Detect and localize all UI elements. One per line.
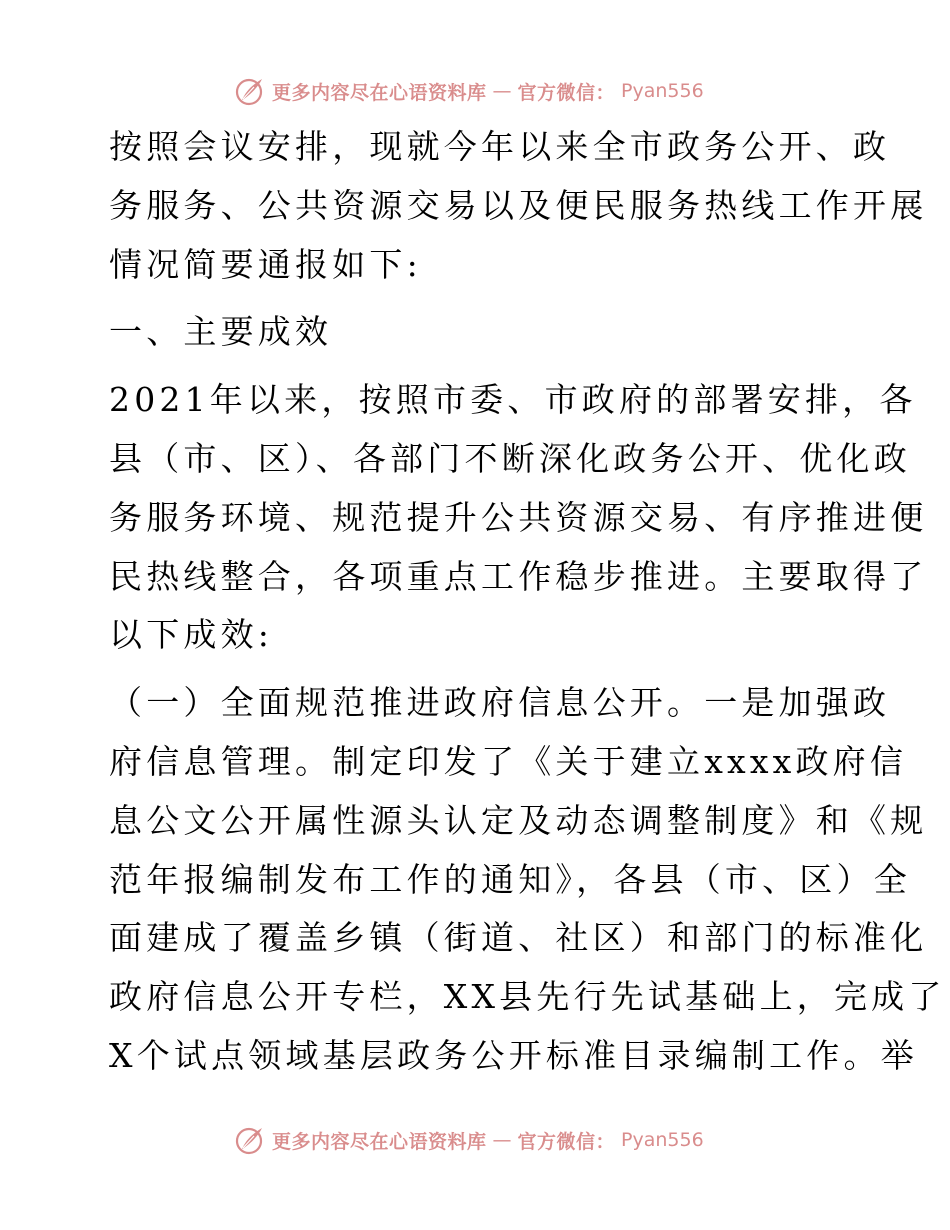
watermark-footer [234, 1122, 714, 1158]
text-line: 务服务环境、规范提升公共资源交易、有序推进便 [109, 497, 928, 537]
text-line: （一）全面规范推进政府信息公开。一是加强政 [109, 683, 891, 723]
quill-logo-icon [234, 1124, 266, 1156]
text-line: X个试点领域基层政务公开标准目录编制工作。举 [109, 1035, 918, 1075]
watermark-wechat-id: Pyan556 [621, 80, 704, 102]
text-line: 府信息管理。制定印发了《关于建立xxxx政府信 [109, 741, 908, 781]
text-line: 务服务、公共资源交易以及便民服务热线工作开展 [109, 185, 928, 225]
text-line: 2021年以来，按照市委、市政府的部署安排，各 [109, 380, 917, 420]
paragraph-intro [0, 118, 950, 294]
text-line: 以下成效: [109, 615, 274, 655]
watermark-wechat-label: 官方微信： [517, 1130, 616, 1153]
watermark-header [234, 73, 714, 109]
text-line: 情况简要通报如下: [109, 244, 422, 284]
text-line: 按照会议安排，现就今年以来全市政务公开、政 [109, 127, 891, 166]
text-line: 政府信息公开专栏，XX县先行先试基础上，完成了 [109, 977, 946, 1017]
text-line: 息公文公开属性源头认定及动态调整制度》和《规 [109, 800, 928, 840]
paragraph-achievements [0, 371, 950, 665]
quill-logo-icon [234, 75, 266, 107]
text-line: 一、主要成效 [109, 312, 333, 352]
watermark-text: 更多内容尽在心语资料库 [272, 81, 487, 104]
text-line: 面建成了覆盖乡镇（街道、社区）和部门的标准化 [109, 918, 928, 958]
document-body [0, 118, 950, 1086]
watermark-wechat-id: Pyan556 [621, 1129, 704, 1151]
text-line: 县（市、区）、各部门不断深化政务公开、优化政 [109, 438, 911, 478]
paragraph-info-disclosure [0, 674, 950, 1086]
text-line: 范年报编制发布工作的通知》，各县（市、区）全 [109, 859, 911, 899]
watermark-separator: — [492, 80, 512, 102]
watermark-text: 更多内容尽在心语资料库 [272, 1130, 487, 1153]
watermark-separator: — [492, 1129, 512, 1151]
section-heading [0, 303, 950, 362]
text-line: 民热线整合，各项重点工作稳步推进。主要取得了 [109, 556, 928, 596]
watermark-wechat-label: 官方微信： [517, 81, 616, 104]
